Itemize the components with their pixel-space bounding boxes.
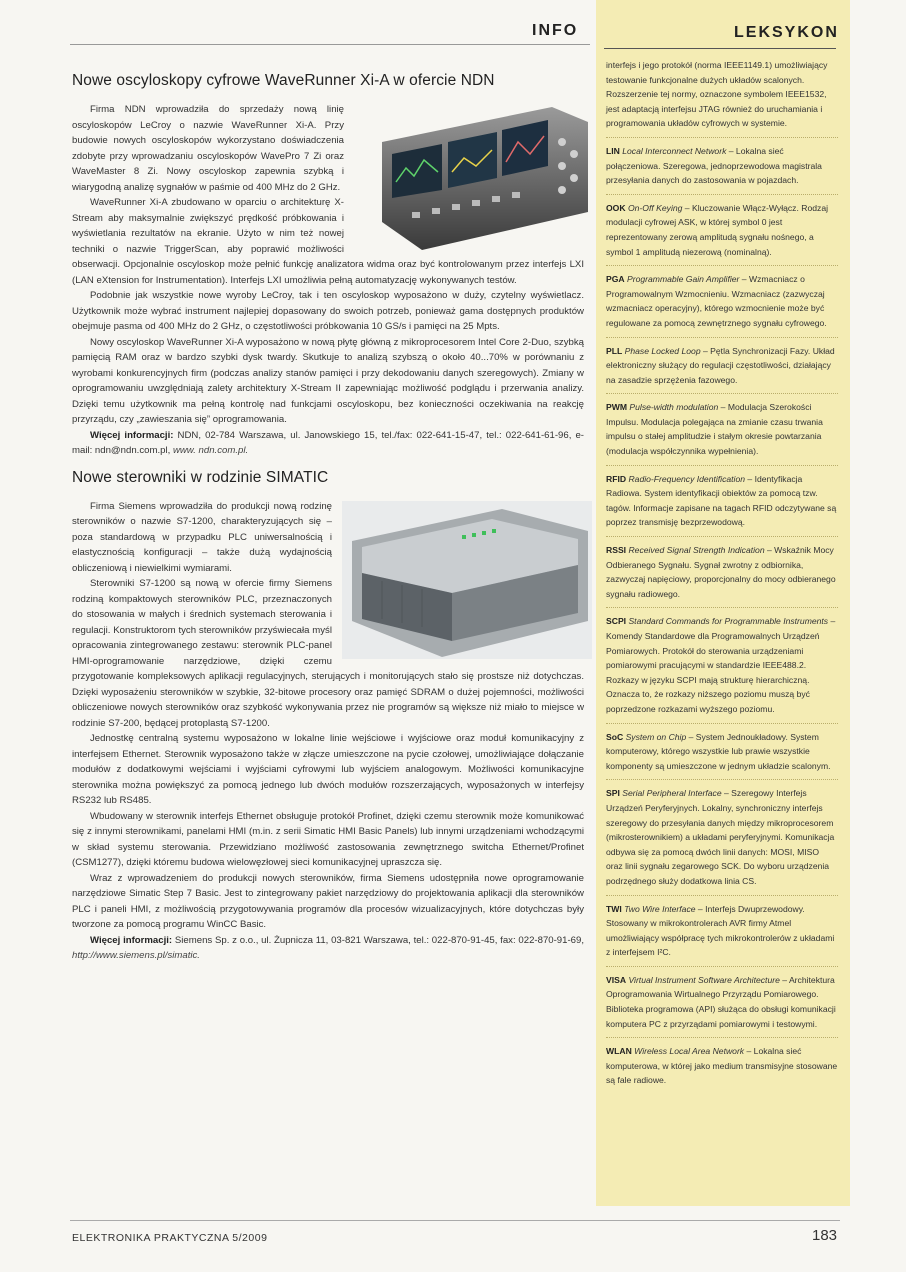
main-column	[72, 60, 584, 964]
oscilloscope-photo	[352, 102, 590, 252]
lexicon-definition: – Wzmacniacz o Programowalnym Wzmocnieniu. Wzmacniacz (zazwyczaj wzmacniacz operacyjny), którego wzmocnienie może być regulowane za pomocą zewnętrznego sygnału cyfrowego.	[606, 274, 827, 328]
header-rule	[70, 44, 590, 45]
lexicon-abbr: WLAN	[606, 1046, 632, 1057]
lexicon-english-term: System on Chip	[625, 731, 687, 742]
article-paragraph: Podobnie jak wszystkie nowe wyroby LeCroy, tak i ten oscyloskop wyposażono w duży, czytelny wyświetlacz. Użytkownik może wybrać instrument najlepiej dopasowany do swoich potrzeb, ponieważ gama dostępnych produktów obejmuje pasma od 400 MHz do 2 GHz, o częstotliwości próbkowania 10 GS/s i pamięci na 25 Mpts.	[72, 290, 584, 332]
article-paragraph: WaveRunner Xi-A zbudowano w oparciu o architekturę X-Stream aby maksymalnie zwiększyć prędkość próbkowania i wyświetlania rezultatów na ekranie. Użyto w nim też nowej techniki o nazwie TriggerScan, aby poprawić możliwości obserwacji. Opcjonalnie oscyloskop może pełnić funkcję analizatora widma oraz być kontrolowanym przez interfejs LXI (LAN eXtension for Instrumentation). Interfejs LXI umożliwia pełną automatyzację wykonywanych testów.	[72, 197, 584, 286]
lexicon-english-term: Phase Locked Loop	[624, 345, 701, 356]
lexicon-english-term: Serial Peripheral Interface	[622, 788, 722, 799]
lexicon-title: LEKSYKON	[734, 24, 839, 41]
article-paragraph: Nowy oscyloskop WaveRunner Xi-A wyposażono w nową płytę główną z mikroprocesorem Intel Core 2-Duo, szybką pamięcią RAM oraz w bardzo szybki dysk twardy. Skutkuje to analizą szybszą o około 40...70% w porównaniu z wyrobami konkurencyjnych firm (podczas analizy stanów pamięci i przy dekodowaniu danych szeregowych). Zmiany w oprogramowaniu uwzględniają zalety architektury X-Stream II zapewniając możliwość podglądu i przerwania analizy. Dzięki temu użytkownik ma pełną kontrolę nad funkcjami oscyloskopu, bez konieczności oczekiwania na reakcję przyrządu, czy „zawieszania się” oprogramowania.	[72, 336, 584, 425]
more-info	[72, 428, 584, 459]
more-info-contact: Siemens Sp. z o.o., ul. Żupnicza 11, 03-821 Warszawa, tel.: 022-870-91-45, fax: 022-870-91-69,	[172, 934, 585, 946]
lexicon-entry	[606, 614, 838, 723]
lexicon-entry	[606, 472, 838, 537]
lexicon-abbr: RSSI	[606, 545, 627, 556]
lexicon-definition: – Architektura Oprogramowania Wirtualnego Przyrządu Pomiarowego. Biblioteka programowa (API) służąca do obsługi komunikacji komputera PC z przyrządami pomiarowymi i testowymi.	[606, 974, 836, 1029]
lexicon-abbr: PWM	[606, 402, 628, 413]
lexicon-entry	[606, 272, 838, 337]
lexicon-rule	[604, 48, 836, 49]
article-title: Nowe oscyloskopy cyfrowe WaveRunner Xi-A w ofercie NDN	[72, 72, 495, 89]
lexicon-abbr: PLL	[606, 345, 623, 356]
lexicon-definition: – Identyfikacja Radiowa. System identyfikacji obiektów za pomocą tzw. tagów. Informacje zapisane na tagach RFID odczytywane są poprzez transmisję bezprzewodową.	[606, 473, 837, 528]
article-paragraph: Firma Siemens wprowadziła do produkcji nową rodzinę sterowników o nazwie S7-1200, charakteryzujących się – poza standardową w przypadku PLC uniwersalnością i elastycznością konfiguracji – także dużą wydajnością obliczeniową i niewielkimi wymiarami.	[72, 500, 332, 574]
lexicon-list	[606, 58, 838, 1100]
lexicon-abbr: SCPI	[606, 616, 627, 627]
more-info-url[interactable]: http://www.siemens.pl/simatic.	[72, 950, 200, 961]
lexicon-english-term: Virtual Instrument Software Architecture	[628, 974, 780, 985]
more-info-url[interactable]: www. ndn.com.pl.	[172, 445, 249, 456]
lexicon-entry	[606, 973, 838, 1038]
lexicon-abbr: RFID	[606, 473, 627, 484]
lexicon-definition: interfejs i jego protokół (norma IEEE1149.1) umożliwiający testowanie funkcjonalne dużych układów scalonych. Rozszerzenie tej normy, oznaczone symbolem IEEE1532, jest adaptacją interfejsu JTAG również do uruchamiania i programowania układów cyfrowych w systemie.	[606, 60, 828, 129]
lexicon-english-term: Local Interconnect Network	[622, 145, 727, 156]
lexicon-english-term: On-Off Keying	[627, 202, 683, 213]
lexicon-definition: – Kluczowanie Włącz-Wyłącz. Rodzaj modulacji cyfrowej ASK, w której symbol 0 jest reprezentowany zerową amplitudą sygnału nośnego, a symbol 1 amplitudą niezerową (nominalną).	[606, 202, 829, 257]
lexicon-entry	[606, 201, 838, 266]
page-number: 183	[812, 1227, 838, 1244]
lexicon-definition: – Szeregowy Interfejs Urządzeń Peryferyjnych. Lokalny, synchroniczny interfejs szeregowy do przesyłania danych między mikroprocesorem (mikrosterownikiem) a układami peryferyjnymi. Komunikacja odbywa się za pomocą dwóch linii danych: MOSI, MISO oraz linii sygnału zegarowego SCK. Do wyboru urządzenia podrzędnego służy dodatkowa linia CS.	[606, 788, 835, 886]
lexicon-abbr: TWI	[606, 903, 622, 914]
lexicon-abbr: SoC	[606, 731, 624, 742]
lexicon-english-term: Received Signal Strength Indication	[628, 545, 765, 556]
lexicon-english-term: Programmable Gain Amplifier	[627, 274, 740, 285]
article-paragraph: Wbudowany w sterownik interfejs Ethernet obsługuje protokół Profinet, dzięki czemu sterownik może komunikować się z innymi sterownikami, panelami HMI (m.in. z serii Simatic HMI Basic Panels) lub innymi urządzeniami wchodzącymi w skład systemu sterowania. Przewidziano możliwość zastosowania zewnętrznego switcha Ethernet/Profinet (CSM1277), dzięki któremu budowa wielowęzłowej sieci komunikacyjnej upraszcza się.	[72, 810, 584, 868]
lexicon-definition: – Modulacja Szerokości Impulsu. Modulacja polegająca na zmianie czasu trwania impulsu o stałej amplitudzie i stałym okresie powtarzania (modulacja współczynnika wypełnienia).	[606, 402, 823, 457]
section-header: INFO	[532, 22, 579, 39]
lexicon-entry	[606, 730, 838, 781]
lexicon-definition: – Pętla Synchronizacji Fazy. Układ elektroniczny służący do regulacji częstotliwości, działający na zasadzie sprzężenia fazowego.	[606, 345, 835, 385]
lexicon-definition: – Lokalna sieć komputerowa, w której jako medium transmisyjne stosowane są fale radiowe.	[606, 1046, 838, 1086]
lexicon-english-term: Pulse-width modulation	[629, 402, 719, 413]
lexicon-entry	[606, 144, 838, 195]
lexicon-entry	[606, 543, 838, 608]
lexicon-english-term: Standard Commands for Programmable Instruments	[628, 616, 829, 627]
lexicon-english-term: Wireless Local Area Network	[634, 1046, 745, 1057]
lexicon-definition: – Interfejs Dwuprzewodowy. Stosowany w mikrokontrolerach AVR firmy Atmel umożliwiający współpracę tych mikrokontrolerów z układami z interfejsem I²C.	[606, 903, 835, 958]
lexicon-abbr: SPI	[606, 788, 620, 799]
lexicon-definition: – Wskaźnik Mocy Odbieranego Sygnału. Sygnał zwrotny z odbiornika, zazwyczaj napięciowy, proporcjonalny do mocy odbieranego sygnału radiowego.	[606, 545, 836, 599]
more-info-label: Więcej informacji:	[90, 934, 173, 946]
lexicon-entry	[606, 786, 838, 895]
lexicon-definition: – Lokalna sieć połączeniowa. Szeregowa, jednoprzewodowa magistrala przesyłania danych do zastosowania w pojazdach.	[606, 145, 822, 186]
article-simatic	[72, 469, 584, 964]
lexicon-entry	[606, 58, 838, 138]
lexicon-abbr: VISA	[606, 974, 627, 985]
lexicon-english-term: Radio-Frequency Identification	[628, 473, 746, 484]
lexicon-definition: – Komendy Standardowe dla Programowalnych Urządzeń Pomiarowych. Protokół do sterowania urządzeniami pomiarowymi pracującymi w standardzie IEEE488.2. Rozkazy w języku SCPI mają strukturę hierarchiczną. Oznacza to, że rozkazy niższego poziomu muszą być poprzedzone rozkazami wyższego poziomu.	[606, 616, 836, 714]
lexicon-english-term: Two Wire Interface	[624, 903, 696, 914]
lexicon-entry	[606, 1044, 838, 1094]
article-oscilloscopes	[72, 72, 584, 459]
lexicon-abbr: OOK	[606, 202, 626, 213]
plc-controller-photo	[342, 501, 592, 659]
article-paragraph: Wraz z wprowadzeniem do produkcji nowych sterowników, firma Siemens udostępniła nowe oprogramowanie narzędziowe Simatic Step 7 Basic. Jest to zintegrowany pakiet narzędziowy do projektowania aplikacji dla sterowników PLC i paneli HMI, z możliwością przygotowywania programów dla procesów wizualizacyjnych, które dotychczas były tworzone za pomocą programu WinCC Basic.	[72, 872, 584, 930]
article-paragraph: Jednostkę centralną systemu wyposażono w lokalne linie wejściowe i wyjściowe oraz moduł komunikacyjny z interfejsem Ethernet. Sterownik wyposażono także w złącze umieszczone na pycie czołowej, umożliwiające dołączanie modułów z dodatkowymi wejściami i wyjściami cyfrowymi lub wyjściem analogowym. Możliwości komunikacyjne sterownika można powiększyć za pomocą jednego lub dwóch modułów rozszerzających, wyposażonych w interfejsy RS232 lub RS485.	[72, 733, 584, 806]
lexicon-entry	[606, 902, 838, 967]
more-info-contact: NDN, 02-784 Warszawa, ul. Janowskiego 15, tel./fax: 022-641-15-47, tel.: 022-641-61-96, e-mail: ndn@ndn.com.pl,	[72, 429, 585, 456]
more-info	[72, 933, 584, 964]
lexicon-abbr: PGA	[606, 274, 625, 285]
lexicon-abbr: LIN	[606, 145, 620, 156]
article-paragraph: Firma NDN wprowadziła do sprzedaży nową linię oscyloskopów LeCroy o nazwie WaveRunner Xi-A. Przy budowie nowych oscyloskopów wykorzystano doświadczenia zdobyte przy wprowadzaniu oscyloskopów WavePro 7 Zi oraz WaveMaster 8 Zi. Nowy oscyloskop zapewnia szybką i wiarygodną analizę sygnałów w paśmie od 400 MHz do 2 GHz.	[72, 104, 344, 193]
footer-rule	[70, 1220, 840, 1221]
magazine-issue: ELEKTRONIKA PRAKTYCZNA 5/2009	[72, 1232, 268, 1244]
more-info-label: Więcej informacji:	[90, 429, 174, 441]
lexicon-entry	[606, 400, 838, 465]
lexicon-definition: – System Jednoukładowy. System komputerowy, którego wszystkie lub prawie wszystkie komponenty są umieszczone w jednym układzie scalonym.	[606, 731, 831, 771]
lexicon-entry	[606, 344, 838, 395]
article-title: Nowe sterowniki w rodzinie SIMATIC	[72, 468, 329, 486]
article-paragraph: Sterowniki S7-1200 są nową w ofercie firmy Siemens rodziną kompaktowych sterowników PLC, przeznaczonych do stosowania w małych i średnich systemach sterowania i regulacji. Konstruktorom tych sterowników przyświecała myśl opracowania zintegrowanego zestawu: sterownik PLC-panel HMI-oprogramowanie narzędziowe, dzięki czemu przygotowanie kompleksowych aplikacji regulacyjnych, sterujących i monitorujących stało się prostsze niż dotychczas. Dzięki wyposażeniu sterowników w szybkie, 32-bitowe procesory oraz pamięć SDRAM o dużej pojemności, możliwości obliczeniowe nowych sterowników oraz szybkość wykonywania przez nie programów są większe niż miało to miejsce w rodzinie S7-200, będącej protoplastą S7-1200.	[72, 578, 584, 729]
